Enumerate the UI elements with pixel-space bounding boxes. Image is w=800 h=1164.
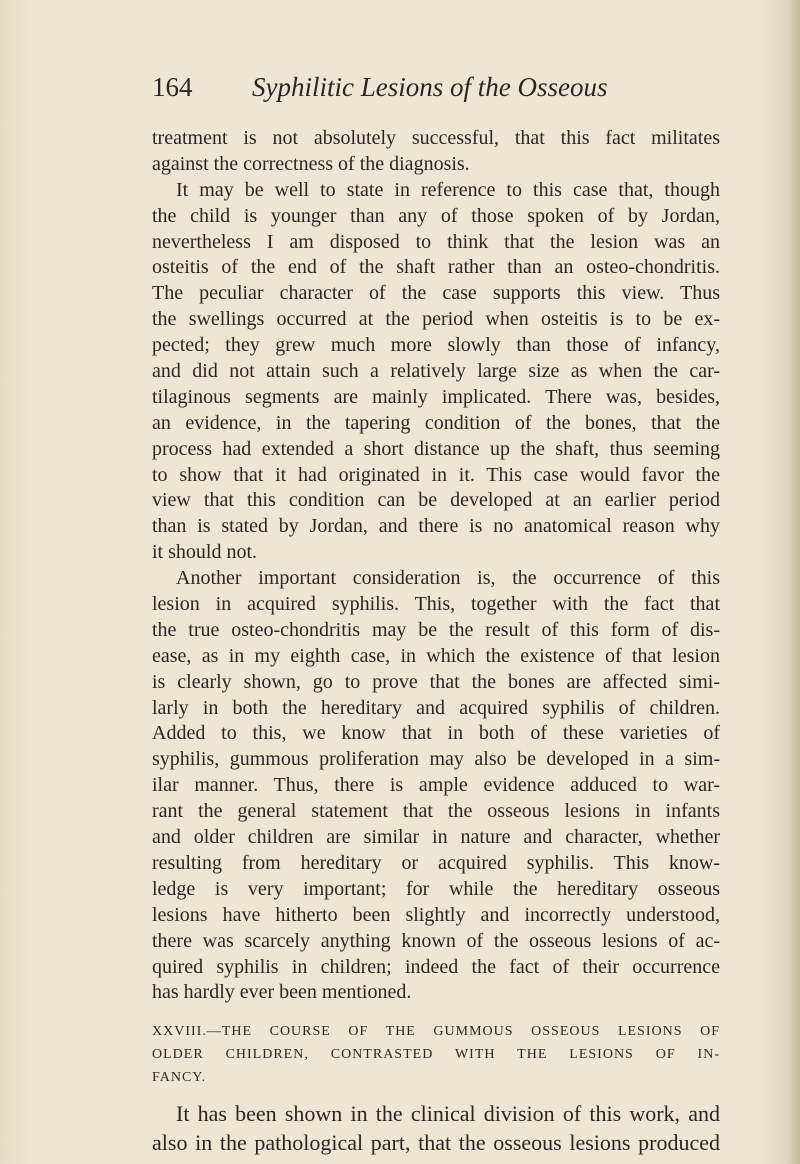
text-line: treatment is not absolutely successful, that this fact militates bbox=[152, 127, 720, 149]
text-line: against the correctness of the diagnosis. bbox=[152, 152, 470, 175]
page-number: 164 bbox=[152, 72, 193, 102]
page-edge-shadow bbox=[786, 0, 800, 1164]
text-line: an evidence, in the tapering condition of the bones, that the bbox=[152, 411, 720, 434]
text-line: there was scarcely anything known of the osseous lesions of ac- bbox=[152, 929, 720, 952]
text-line: it should not. bbox=[152, 541, 258, 564]
page-header bbox=[152, 72, 712, 112]
text-line: ease, as in my eighth case, in which the existence of that lesion bbox=[152, 644, 720, 667]
body-text bbox=[152, 126, 720, 1157]
text-line: the true osteo-chondritis may be the result of this form of dis- bbox=[152, 618, 720, 641]
text-line: syphilis, gummous proliferation may also be developed in a sim- bbox=[152, 748, 720, 771]
text-line: is clearly shown, go to prove that the bones are affected simi- bbox=[152, 670, 720, 693]
spacer bbox=[152, 1089, 720, 1099]
text-line: nevertheless I am disposed to think that the lesion was an bbox=[152, 230, 720, 253]
running-title: Syphilitic Lesions of the Osseous bbox=[252, 72, 608, 102]
text-line: ilar manner. Thus, there is ample evidence adduced to war- bbox=[152, 774, 720, 797]
text-line: It has been shown in the clinical division of this work, and bbox=[176, 1101, 720, 1127]
section-heading-line: XXVIII.—THE COURSE OF THE GUMMOUS OSSEOUS LESIONS OF bbox=[152, 1024, 720, 1040]
text-line: quired syphilis in children; indeed the fact of their occurrence bbox=[152, 955, 720, 978]
text-line: process had extended a short distance up the shaft, thus seeming bbox=[152, 437, 720, 460]
text-line: lesions have hitherto been slightly and incorrectly understood, bbox=[152, 903, 720, 926]
text-line: Another important consideration is, the occurrence of this bbox=[176, 567, 720, 590]
text-line: It may be well to state in reference to this case that, though bbox=[176, 178, 720, 201]
text-line: rant the general statement that the osseous lesions in infants bbox=[152, 800, 720, 823]
section-heading-line: FANCY. bbox=[152, 1070, 207, 1086]
spacer bbox=[152, 1006, 720, 1020]
text-line: lesion in acquired syphilis. This, together with the fact that bbox=[152, 593, 720, 616]
text-line: than is stated by Jordan, and there is no anatomical reason why bbox=[152, 515, 720, 538]
text-line: ledge is very important; for while the hereditary osseous bbox=[152, 877, 720, 900]
text-line: the swellings occurred at the period when osteitis is to be ex- bbox=[152, 308, 720, 331]
text-line: pected; they grew much more slowly than those of infancy, bbox=[152, 334, 720, 357]
text-line: and did not attain such a relatively large size as when the car- bbox=[152, 360, 720, 383]
text-line: tilaginous segments are mainly implicated. There was, besides, bbox=[152, 385, 720, 408]
text-line: The peculiar character of the case supports this view. Thus bbox=[152, 282, 720, 305]
text-line: osteitis of the end of the shaft rather than an osteo-chondritis. bbox=[152, 256, 720, 279]
text-line: Added to this, we know that in both of these varieties of bbox=[152, 722, 720, 745]
text-line: and older children are similar in nature and character, whether bbox=[152, 826, 720, 849]
text-line: the child is younger than any of those spoken of by Jordan, bbox=[152, 204, 720, 227]
text-line: to show that it had originated in it. This case would favor the bbox=[152, 463, 720, 486]
text-line: view that this condition can be developed at an earlier period bbox=[152, 489, 720, 512]
text-line: also in the pathological part, that the osseous lesions produced bbox=[152, 1130, 720, 1156]
text-line: larly in both the hereditary and acquired syphilis of children. bbox=[152, 696, 720, 719]
section-heading-line: OLDER CHILDREN, CONTRASTED WITH THE LESIONS OF IN- bbox=[152, 1047, 720, 1063]
text-line: resulting from hereditary or acquired syphilis. This know- bbox=[152, 851, 720, 874]
text-line: has hardly ever been mentioned. bbox=[152, 981, 412, 1004]
